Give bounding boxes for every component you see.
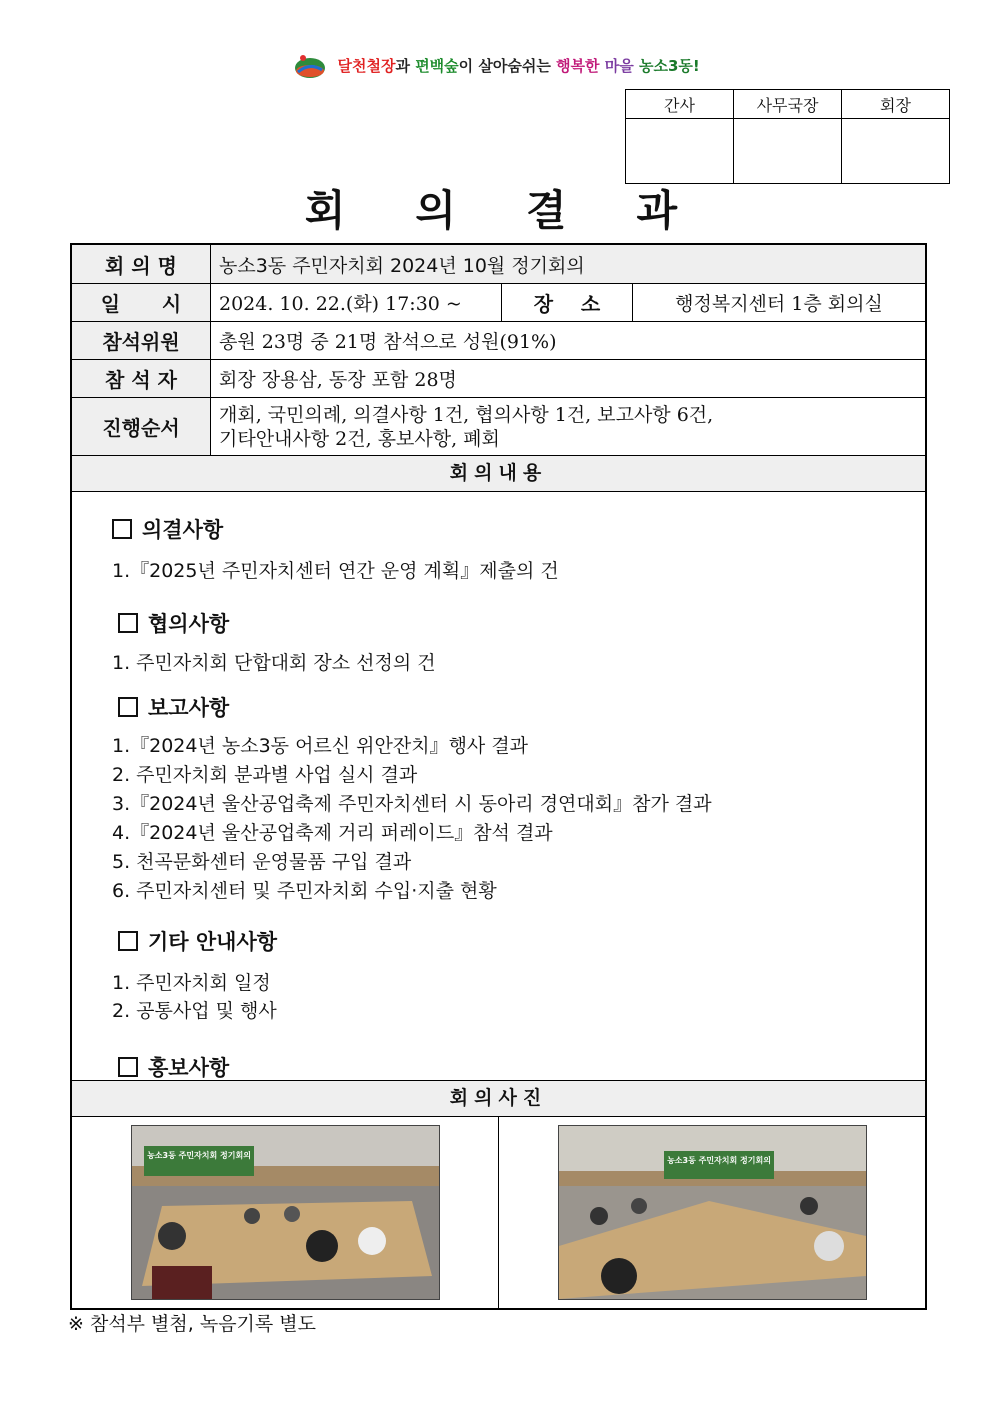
attendees-label: 참 석 자 xyxy=(72,360,211,397)
meeting-photo-1 xyxy=(131,1125,440,1300)
approval-sign-director xyxy=(734,119,842,184)
slogan-text xyxy=(338,56,700,74)
approval-header-chair: 회장 xyxy=(842,90,950,119)
photo-section-header: 회의사진 xyxy=(72,1081,925,1117)
slogan-part-5: 마을 xyxy=(604,56,639,75)
other-notice-item-1: 1. 주민자치회 일정 xyxy=(112,972,271,994)
slogan-part-1: 과 xyxy=(395,56,416,75)
meeting-result-table xyxy=(70,243,927,1310)
place-value: 행정복지센터 1층 회의실 xyxy=(675,293,883,315)
other-notice-item-2: 2. 공통사업 및 행사 xyxy=(112,1000,277,1022)
consult-item: 1. 주민자치회 단합대회 장소 선정의 건 xyxy=(112,652,436,674)
other-notice-heading: 기타 안내사항 xyxy=(118,926,277,956)
agenda-order-line-2: 기타안내사항 2건, 홍보사항, 폐회 xyxy=(219,427,500,450)
consult-heading: 협의사항 xyxy=(118,608,229,638)
attend-members-value: 총원 23명 중 21명 참석으로 성원(91%) xyxy=(219,331,557,353)
date-value: 2024. 10. 22.(화) 17:30 ~ xyxy=(211,284,502,321)
report-item-2: 2. 주민자치회 분과별 사업 실시 결과 xyxy=(112,764,418,786)
place-label: 장 소 xyxy=(502,284,633,321)
slogan-part-6: 농소3동! xyxy=(638,56,700,75)
agenda-order-value xyxy=(211,398,925,455)
photo-banner-text: 농소3동 주민자치회 정기회의 xyxy=(146,1151,251,1160)
attend-members-label: 참석위원 xyxy=(72,322,211,359)
footnote: ※ 참석부 별첨, 녹음기록 별도 xyxy=(68,1313,317,1335)
attendees-value: 회장 장용삼, 동장 포함 28명 xyxy=(219,369,457,391)
meeting-name-value: 농소3동 주민자치회 2024년 10월 정기회의 xyxy=(211,245,925,283)
report-item-1: 1.『2024년 농소3동 어르신 위안잔치』행사 결과 xyxy=(112,735,529,757)
photo-cell-left xyxy=(72,1117,498,1308)
resolution-item: 1.『2025년 주민자치센터 연간 운영 계획』제출의 건 xyxy=(112,560,559,582)
page-title: 회의결과 xyxy=(304,186,748,235)
checkbox-icon xyxy=(118,613,138,633)
report-item-4: 4.『2024년 울산공업축제 거리 퍼레이드』참석 결과 xyxy=(112,822,553,844)
photo-cell-right xyxy=(498,1117,925,1308)
photo-banner-text: 농소3동 주민자치회 정기회의 xyxy=(666,1156,771,1165)
checkbox-icon xyxy=(118,1057,138,1077)
content-section-header: 회의내용 xyxy=(72,456,925,492)
photo-row xyxy=(72,1117,925,1308)
slogan-part-0: 달천철장 xyxy=(337,56,396,75)
checkbox-icon xyxy=(118,697,138,717)
meeting-name-label: 회 의 명 xyxy=(72,245,211,283)
slogan-banner xyxy=(0,50,992,80)
meeting-content xyxy=(72,492,925,1081)
report-item-6: 6. 주민자치센터 및 주민자치회 수입·지출 현황 xyxy=(112,880,497,902)
agenda-order-line-1: 개회, 국민의례, 의결사항 1건, 협의사항 1건, 보고사항 6건, xyxy=(219,403,714,426)
approval-header-secretary: 간사 xyxy=(626,90,734,119)
checkbox-icon xyxy=(118,931,138,951)
meeting-photo-2 xyxy=(558,1125,867,1300)
approval-sign-chair xyxy=(842,119,950,184)
resolution-heading: 의결사항 xyxy=(112,514,223,544)
approval-table xyxy=(625,89,950,184)
village-logo-icon xyxy=(292,50,328,80)
promotion-heading: 홍보사항 xyxy=(118,1052,229,1082)
slogan-part-2: 편백숲 xyxy=(415,56,459,75)
report-item-3: 3.『2024년 울산공업축제 주민자치센터 시 동아리 경연대회』참가 결과 xyxy=(112,793,712,815)
agenda-order-label: 진행순서 xyxy=(72,398,211,455)
slogan-part-4: 행복한 xyxy=(556,56,605,75)
approval-header-director: 사무국장 xyxy=(734,90,842,119)
approval-sign-secretary xyxy=(626,119,734,184)
slogan-part-3: 이 살아숨쉬는 xyxy=(458,56,557,75)
report-item-5: 5. 천곡문화센터 운영물품 구입 결과 xyxy=(112,851,412,873)
checkbox-icon xyxy=(112,519,132,539)
date-label: 일 시 xyxy=(72,284,211,321)
report-heading: 보고사항 xyxy=(118,692,229,722)
